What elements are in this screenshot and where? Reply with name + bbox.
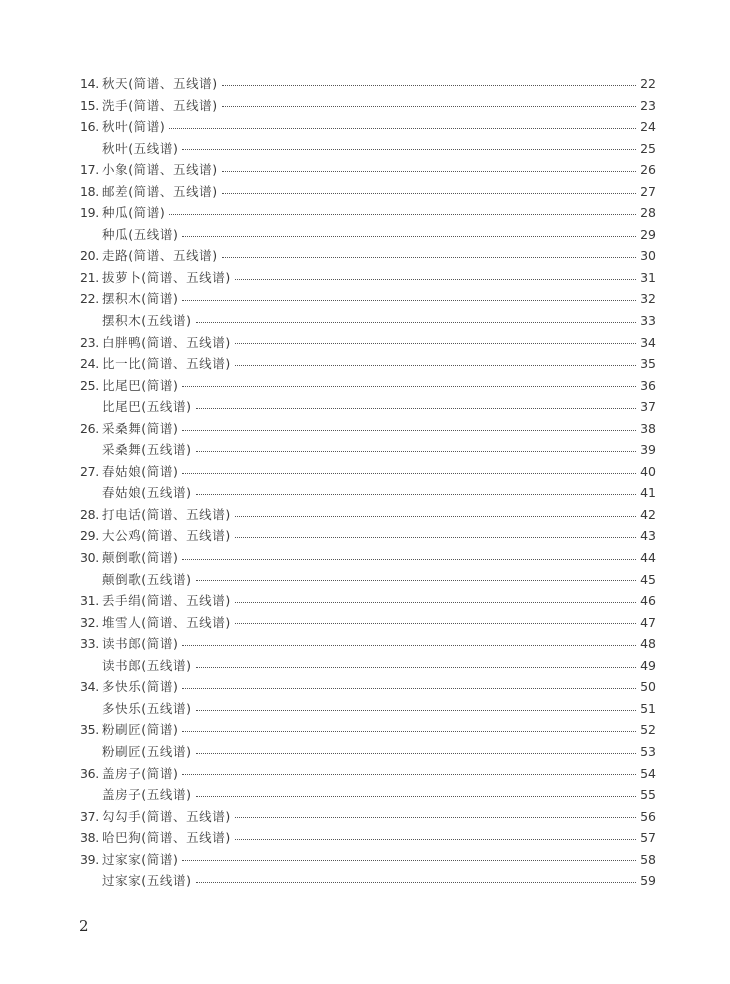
toc-entry xyxy=(80,439,656,461)
entry-page-number: 39 xyxy=(640,442,656,458)
entry-number: 16. xyxy=(80,119,99,135)
entry-page-number: 44 xyxy=(640,550,656,566)
toc-entry xyxy=(80,159,656,181)
toc-entry xyxy=(80,461,656,483)
page-number: 2 xyxy=(79,917,89,935)
toc-entry xyxy=(80,375,656,397)
entry-title: 丢手绢(简谱、五线谱) xyxy=(102,593,231,609)
entry-page-number: 38 xyxy=(640,420,656,436)
entry-number: 28. xyxy=(80,506,99,522)
dot-leader xyxy=(196,796,637,797)
entry-title: 哈巴狗(简谱、五线谱) xyxy=(102,830,231,846)
toc-entry xyxy=(80,181,656,203)
entry-page-number: 46 xyxy=(640,593,656,609)
entry-page-number: 26 xyxy=(640,162,656,178)
entry-page-number: 55 xyxy=(640,787,656,803)
entry-title: 秋叶(五线谱) xyxy=(102,140,179,156)
dot-leader xyxy=(182,688,636,689)
entry-title: 走路(简谱、五线谱) xyxy=(102,248,218,264)
dot-leader xyxy=(196,451,637,452)
dot-leader xyxy=(235,817,636,818)
entry-page-number: 41 xyxy=(640,485,656,501)
entry-number: 33. xyxy=(80,636,99,652)
toc-entry xyxy=(80,202,656,224)
entry-title: 比尾巴(简谱) xyxy=(102,377,179,393)
entry-title: 多快乐(简谱) xyxy=(102,679,179,695)
toc-entry xyxy=(80,806,656,828)
entry-title: 比尾巴(五线谱) xyxy=(102,399,192,415)
entry-number: 27. xyxy=(80,463,99,479)
entry-page-number: 57 xyxy=(640,830,656,846)
entry-title: 堆雪人(简谱、五线谱) xyxy=(102,614,231,630)
toc-entry xyxy=(80,310,656,332)
dot-leader xyxy=(222,106,636,107)
entry-number: 21. xyxy=(80,269,99,285)
dot-leader xyxy=(235,839,636,840)
dot-leader xyxy=(182,149,636,150)
dot-leader xyxy=(182,300,636,301)
dot-leader xyxy=(196,494,637,495)
entry-page-number: 37 xyxy=(640,399,656,415)
entry-page-number: 31 xyxy=(640,269,656,285)
entry-page-number: 34 xyxy=(640,334,656,350)
entry-title: 春姑娘(简谱) xyxy=(102,463,179,479)
entry-page-number: 47 xyxy=(640,614,656,630)
entry-title: 过家家(简谱) xyxy=(102,851,179,867)
entry-title: 摆积木(简谱) xyxy=(102,291,179,307)
toc-entry xyxy=(80,396,656,418)
entry-page-number: 36 xyxy=(640,377,656,393)
entry-number: 36. xyxy=(80,765,99,781)
entry-number: 32. xyxy=(80,614,99,630)
entry-number: 23. xyxy=(80,334,99,350)
entry-page-number: 59 xyxy=(640,873,656,889)
toc-entry xyxy=(80,504,656,526)
entry-page-number: 32 xyxy=(640,291,656,307)
entry-page-number: 49 xyxy=(640,657,656,673)
entry-title: 邮差(简谱、五线谱) xyxy=(102,183,218,199)
toc-entry xyxy=(80,870,656,892)
toc-entry xyxy=(80,288,656,310)
entry-title: 大公鸡(简谱、五线谱) xyxy=(102,528,231,544)
entry-number: 31. xyxy=(80,593,99,609)
dot-leader xyxy=(182,236,636,237)
entry-title: 种瓜(五线谱) xyxy=(102,226,179,242)
entry-title: 摆积木(五线谱) xyxy=(102,313,192,329)
dot-leader xyxy=(196,408,637,409)
entry-page-number: 30 xyxy=(640,248,656,264)
entry-title: 读书郎(简谱) xyxy=(102,636,179,652)
entry-title: 比一比(简谱、五线谱) xyxy=(102,356,231,372)
entry-page-number: 27 xyxy=(640,183,656,199)
entry-page-number: 52 xyxy=(640,722,656,738)
toc-entry xyxy=(80,655,656,677)
entry-page-number: 54 xyxy=(640,765,656,781)
entry-title: 颠倒歌(简谱) xyxy=(102,550,179,566)
entry-page-number: 40 xyxy=(640,463,656,479)
entry-title: 勾勾手(简谱、五线谱) xyxy=(102,808,231,824)
entry-number: 14. xyxy=(80,76,99,91)
dot-leader xyxy=(222,257,636,258)
toc-entry xyxy=(80,612,656,634)
entry-number: 29. xyxy=(80,528,99,544)
entry-title: 春姑娘(五线谱) xyxy=(102,485,192,501)
entry-number: 39. xyxy=(80,851,99,867)
entry-page-number: 29 xyxy=(640,226,656,242)
toc-entry xyxy=(80,719,656,741)
dot-leader xyxy=(196,753,637,754)
entry-page-number: 43 xyxy=(640,528,656,544)
entry-title: 盖房子(五线谱) xyxy=(102,787,192,803)
entry-page-number: 48 xyxy=(640,636,656,652)
dot-leader xyxy=(196,322,637,323)
toc-entry xyxy=(80,633,656,655)
toc-entry xyxy=(80,138,656,160)
entry-number: 17. xyxy=(80,162,99,178)
dot-leader xyxy=(222,193,636,194)
table-of-contents xyxy=(80,73,656,892)
toc-entry xyxy=(80,849,656,871)
dot-leader xyxy=(196,882,637,883)
dot-leader xyxy=(182,645,636,646)
entry-page-number: 51 xyxy=(640,700,656,716)
entry-page-number: 24 xyxy=(640,119,656,135)
entry-number: 19. xyxy=(80,205,99,221)
entry-number: 20. xyxy=(80,248,99,264)
toc-entry xyxy=(80,224,656,246)
entry-title: 颠倒歌(五线谱) xyxy=(102,571,192,587)
entry-title: 洗手(简谱、五线谱) xyxy=(102,97,218,113)
dot-leader xyxy=(182,774,636,775)
entry-number: 18. xyxy=(80,183,99,199)
toc-entry xyxy=(80,267,656,289)
toc-entry xyxy=(80,73,656,95)
dot-leader xyxy=(235,516,636,517)
entry-number: 26. xyxy=(80,420,99,436)
toc-entry xyxy=(80,827,656,849)
toc-entry xyxy=(80,763,656,785)
dot-leader xyxy=(182,731,636,732)
toc-entry xyxy=(80,95,656,117)
entry-number: 15. xyxy=(80,97,99,113)
entry-page-number: 56 xyxy=(640,808,656,824)
dot-leader xyxy=(235,602,636,603)
entry-title: 拔萝卜(简谱、五线谱) xyxy=(102,269,231,285)
dot-leader xyxy=(196,710,637,711)
entry-page-number: 58 xyxy=(640,851,656,867)
entry-page-number: 53 xyxy=(640,743,656,759)
entry-title: 过家家(五线谱) xyxy=(102,873,192,889)
entry-number: 34. xyxy=(80,679,99,695)
dot-leader xyxy=(169,214,636,215)
toc-entry xyxy=(80,676,656,698)
dot-leader xyxy=(182,860,636,861)
entry-page-number: 35 xyxy=(640,356,656,372)
entry-number: 24. xyxy=(80,356,99,372)
entry-page-number: 28 xyxy=(640,205,656,221)
dot-leader xyxy=(235,279,636,280)
entry-page-number: 33 xyxy=(640,313,656,329)
entry-title: 秋天(简谱、五线谱) xyxy=(102,76,218,91)
entry-title: 白胖鸭(简谱、五线谱) xyxy=(102,334,231,350)
dot-leader xyxy=(182,559,636,560)
toc-entry xyxy=(80,525,656,547)
entry-number: 25. xyxy=(80,377,99,393)
dot-leader xyxy=(196,580,637,581)
entry-title: 粉刷匠(简谱) xyxy=(102,722,179,738)
entry-number: 35. xyxy=(80,722,99,738)
entry-page-number: 25 xyxy=(640,140,656,156)
entry-page-number: 45 xyxy=(640,571,656,587)
toc-entry xyxy=(80,245,656,267)
dot-leader xyxy=(222,85,636,86)
entry-page-number: 23 xyxy=(640,97,656,113)
entry-title: 盖房子(简谱) xyxy=(102,765,179,781)
toc-entry xyxy=(80,332,656,354)
toc-entry xyxy=(80,482,656,504)
dot-leader xyxy=(182,473,636,474)
entry-title: 采桑舞(简谱) xyxy=(102,420,179,436)
entry-title: 秋叶(简谱) xyxy=(102,119,166,135)
entry-title: 种瓜(简谱) xyxy=(102,205,166,221)
entry-title: 小象(简谱、五线谱) xyxy=(102,162,218,178)
toc-entry xyxy=(80,698,656,720)
entry-title: 粉刷匠(五线谱) xyxy=(102,743,192,759)
toc-entry xyxy=(80,590,656,612)
toc-entry xyxy=(80,418,656,440)
toc-entry xyxy=(80,784,656,806)
toc-entry xyxy=(80,353,656,375)
entry-page-number: 50 xyxy=(640,679,656,695)
entry-title: 读书郎(五线谱) xyxy=(102,657,192,673)
dot-leader xyxy=(235,365,636,366)
entry-number: 37. xyxy=(80,808,99,824)
dot-leader xyxy=(235,623,636,624)
dot-leader xyxy=(169,128,636,129)
toc-entry xyxy=(80,569,656,591)
dot-leader xyxy=(182,430,636,431)
entry-number: 38. xyxy=(80,830,99,846)
entry-title: 打电话(简谱、五线谱) xyxy=(102,506,231,522)
toc-entry xyxy=(80,741,656,763)
entry-title: 采桑舞(五线谱) xyxy=(102,442,192,458)
entry-title: 多快乐(五线谱) xyxy=(102,700,192,716)
dot-leader xyxy=(222,171,636,172)
entry-page-number: 42 xyxy=(640,506,656,522)
toc-entry xyxy=(80,116,656,138)
dot-leader xyxy=(235,343,636,344)
dot-leader xyxy=(196,667,637,668)
entry-page-number: 22 xyxy=(640,76,656,91)
toc-entry xyxy=(80,547,656,569)
entry-number: 22. xyxy=(80,291,99,307)
entry-number: 30. xyxy=(80,550,99,566)
dot-leader xyxy=(182,386,636,387)
dot-leader xyxy=(235,537,636,538)
